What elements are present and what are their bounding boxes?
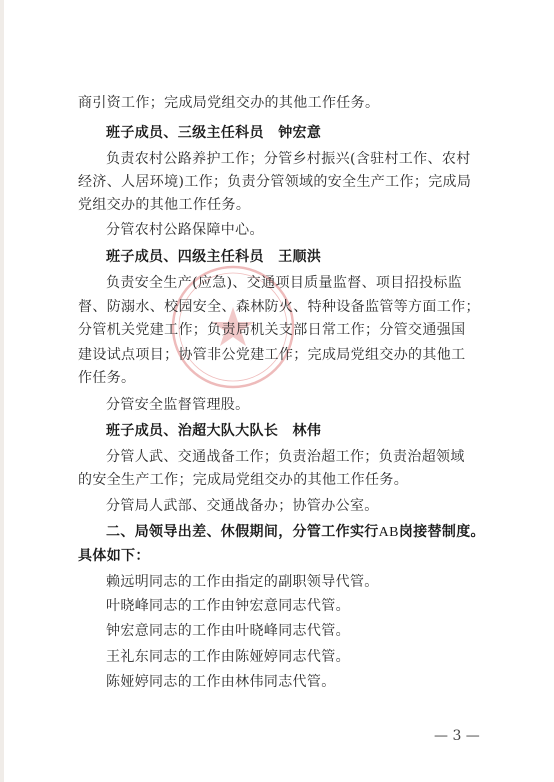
text-line: 建设试点项目；协管非公党建工作；完成局党组交办的其他工 (78, 347, 466, 363)
text-line: 督、防溺水、校园安全、森林防火、特种设备监管等方面工作； (78, 299, 480, 315)
text-line: 分管人武、交通战备工作；负责治超工作；负责治超领域 (106, 449, 465, 465)
page-number: — 3 — (434, 728, 480, 744)
text-line: 分管安全监督管理股。 (106, 397, 250, 413)
text-line: 赖远明同志的工作由指定的副职领导代管。 (106, 574, 379, 590)
text-line: 王礼东同志的工作由陈娅婷同志代管。 (106, 649, 350, 665)
section-heading: 班子成员、三级主任科员 钟宏意 (106, 125, 322, 141)
text-line: 叶晓峰同志的工作由钟宏意同志代管。 (106, 598, 350, 614)
text-line: 分管农村公路保障中心。 (106, 222, 264, 238)
text-line: 分管机关党建工作；负责局机关支部日常工作；分管交通强国 (78, 322, 466, 338)
text-line: 商引资工作；完成局党组交办的其他工作任务。 (78, 95, 380, 111)
text-line: 作任务。 (78, 370, 136, 386)
section-heading: 班子成员、治超大队大队长 林伟 (106, 423, 322, 439)
text-line: 党组交办的其他工作任务。 (78, 197, 251, 213)
text-line: 陈娅婷同志的工作由林伟同志代管。 (106, 674, 336, 690)
section-heading: 班子成员、四级主任科员 王顺洪 (106, 249, 322, 265)
heading-text: 二、局领导出差、休假期间，分管工作实行 (106, 524, 379, 540)
heading-text: 岗接替制度。 (398, 524, 485, 540)
text-line: 经济、人居环境)工作；负责分管领域的安全生产工作；完成局 (78, 174, 472, 190)
text-line: 负责安全生产(应急)、交通项目质量监督、项目招投标监 (106, 275, 463, 291)
ab-label: AB (378, 525, 399, 540)
text-line: 负责农村公路养护工作；分管乡村振兴(含驻村工作、农村 (106, 151, 471, 167)
text-line: 的安全生产工作；完成局党组交办的其他工作任务。 (78, 472, 409, 488)
text-line: 钟宏意同志的工作由叶晓峰同志代管。 (106, 623, 350, 639)
text-line: 分管局人武部、交通战备办；协管办公室。 (106, 498, 379, 514)
section-heading-ab (106, 523, 485, 542)
section-heading: 具体如下： (78, 548, 150, 564)
